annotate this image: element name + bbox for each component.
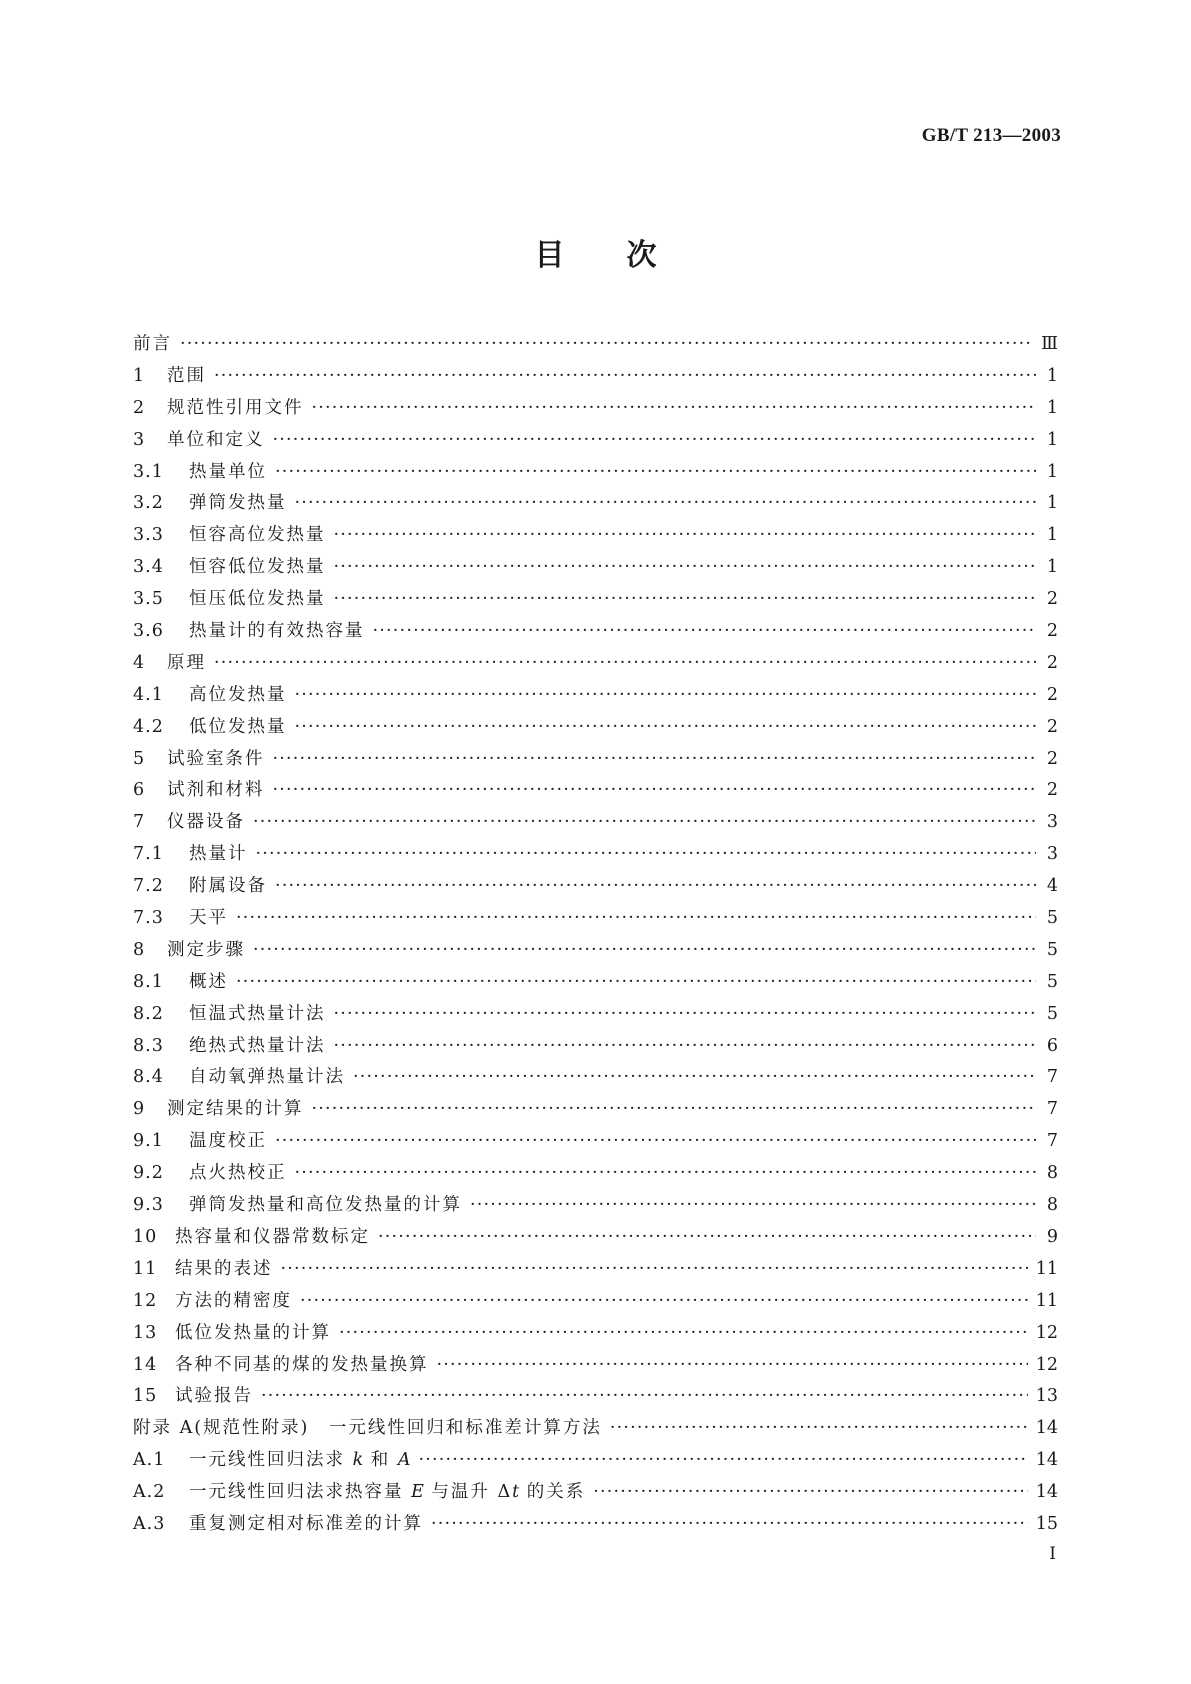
toc-entry-number: 1: [133, 365, 146, 386]
toc-entry-page: 2: [1046, 684, 1058, 705]
toc-entry[interactable]: [133, 968, 1058, 1000]
toc-entry-title: 热量计: [189, 844, 248, 865]
toc-entry-page: 15: [1035, 1513, 1058, 1534]
toc-entry-page: 3: [1046, 844, 1058, 865]
toc-entry-page: 1: [1046, 525, 1058, 546]
toc-dot-leader: [334, 525, 1037, 545]
toc-entry[interactable]: [133, 649, 1058, 681]
toc-entry-number: 3.3: [133, 525, 164, 546]
toc-entry-page: 8: [1046, 1195, 1058, 1216]
toc-entry[interactable]: [133, 1000, 1058, 1032]
toc-entry-title: 试验室条件: [167, 748, 265, 769]
toc-dot-leader: [273, 780, 1037, 800]
toc-entry-number: 11: [133, 1258, 158, 1279]
toc-entry-number: 4: [133, 652, 146, 673]
toc-entry-number: 7: [133, 812, 146, 833]
toc-entry[interactable]: [133, 681, 1058, 713]
toc-entry-number: 3.5: [133, 589, 164, 610]
toc-entry-page: 2: [1046, 748, 1058, 769]
toc-entry-page: 13: [1035, 1386, 1058, 1407]
toc-entry-number: A.3: [133, 1513, 166, 1534]
standard-code: GB/T 213—2003: [921, 125, 1061, 146]
toc-entry[interactable]: [133, 872, 1058, 904]
toc-entry[interactable]: [133, 1223, 1058, 1255]
toc-entry-number: 3.6: [133, 621, 164, 642]
toc-entry[interactable]: [133, 1287, 1058, 1319]
toc-dot-leader: [214, 653, 1036, 673]
toc-entry-number: 10: [133, 1226, 158, 1247]
toc-entry-page: 11: [1035, 1258, 1058, 1279]
toc-entry-number: 9.2: [133, 1163, 164, 1184]
toc-entry[interactable]: [133, 840, 1058, 872]
toc-entry-title: 测定步骤: [167, 939, 245, 960]
toc-entry-number: 6: [133, 780, 146, 801]
toc-dot-leader: [295, 717, 1037, 737]
toc-dot-leader: [334, 589, 1037, 609]
toc-dot-leader: [295, 1163, 1037, 1183]
toc-entry-number: 3.4: [133, 557, 164, 578]
toc-dot-leader: [273, 430, 1037, 450]
toc-entry-title: 热量计的有效热容量: [189, 621, 365, 642]
toc-entry-number: 8.2: [133, 1003, 164, 1024]
toc-entry-number: 7.3: [133, 908, 164, 929]
toc-entry-page: 12: [1035, 1354, 1058, 1375]
toc-entry-title: 热容量和仪器常数标定: [175, 1226, 370, 1247]
toc-entry-number: 14: [133, 1354, 158, 1375]
toc-entry-title: 弹筒发热量和高位发热量的计算: [189, 1195, 462, 1216]
toc-entry-page: 2: [1046, 589, 1058, 610]
toc-dot-leader: [180, 334, 1033, 354]
toc-entry[interactable]: [133, 1351, 1058, 1383]
toc-entry-page: 14: [1035, 1450, 1058, 1471]
table-of-contents: [133, 330, 1058, 1542]
toc-entry-page: 5: [1046, 908, 1058, 929]
toc-entry[interactable]: [133, 1063, 1058, 1095]
toc-entry-title: 方法的精密度: [175, 1290, 292, 1311]
toc-entry-title: 试剂和材料: [167, 780, 265, 801]
toc-dot-leader: [295, 685, 1037, 705]
toc-entry-title: 温度校正: [189, 1131, 267, 1152]
toc-entry[interactable]: [133, 1159, 1058, 1191]
toc-dot-leader: [236, 908, 1036, 928]
toc-entry[interactable]: [133, 936, 1058, 968]
toc-entry-title: 附属设备: [189, 876, 267, 897]
toc-entry-page: 1: [1046, 493, 1058, 514]
toc-entry[interactable]: [133, 1255, 1058, 1287]
toc-entry[interactable]: [133, 1095, 1058, 1127]
toc-entry[interactable]: [133, 521, 1058, 553]
toc-entry-title: 恒容高位发热量: [189, 525, 326, 546]
toc-entry-title: 恒温式热量计法: [189, 1003, 326, 1024]
toc-entry-page: 2: [1046, 621, 1058, 642]
toc-dot-leader: [334, 1036, 1037, 1056]
toc-entry-page: 6: [1046, 1035, 1058, 1056]
toc-entry-number: 3.2: [133, 493, 164, 514]
toc-entry-page: 2: [1046, 652, 1058, 673]
toc-entry[interactable]: [133, 1127, 1058, 1159]
toc-entry-page: 1: [1046, 397, 1058, 418]
toc-entry-title: 原理: [167, 652, 206, 673]
toc-entry[interactable]: [133, 330, 1058, 362]
toc-entry-page: 1: [1046, 365, 1058, 386]
toc-entry[interactable]: [133, 1319, 1058, 1351]
toc-entry-title: 附录 A(规范性附录) 一元线性回归和标准差计算方法: [133, 1418, 602, 1439]
toc-dot-leader: [353, 1067, 1036, 1087]
toc-dot-leader: [339, 1323, 1028, 1343]
toc-dot-leader: [275, 876, 1036, 896]
toc-entry-title: 恒容低位发热量: [189, 557, 326, 578]
page-number: I: [1049, 1544, 1056, 1564]
toc-dot-leader: [253, 940, 1036, 960]
toc-entry-title: 低位发热量的计算: [175, 1322, 331, 1343]
toc-entry[interactable]: [133, 617, 1058, 649]
toc-entry[interactable]: [133, 394, 1058, 426]
toc-entry-title: 弹筒发热量: [189, 493, 287, 514]
toc-entry-number: 9: [133, 1099, 146, 1120]
toc-dot-leader: [256, 844, 1037, 864]
toc-dot-leader: [334, 557, 1037, 577]
toc-dot-leader: [610, 1418, 1028, 1438]
toc-dot-leader: [300, 1291, 1028, 1311]
toc-entry-number: 9.3: [133, 1195, 164, 1216]
toc-entry-number: A.1: [133, 1450, 166, 1471]
toc-entry-page: 1: [1046, 461, 1058, 482]
toc-entry-title: 概述: [189, 971, 228, 992]
toc-entry-title: 一元线性回归法求热容量 E 与温升 Δt 的关系: [189, 1482, 586, 1503]
toc-entry[interactable]: [133, 1191, 1058, 1223]
toc-entry-number: 8.1: [133, 971, 164, 992]
toc-entry-page: 7: [1046, 1131, 1058, 1152]
toc-dot-leader: [431, 1514, 1028, 1534]
toc-entry-page: 5: [1046, 1003, 1058, 1024]
toc-entry-number: 8.3: [133, 1035, 164, 1056]
toc-entry-title: 绝热式热量计法: [189, 1035, 326, 1056]
toc-entry-page: 3: [1046, 812, 1058, 833]
toc-dot-leader: [373, 621, 1037, 641]
toc-entry-title: 重复测定相对标准差的计算: [189, 1513, 423, 1534]
toc-entry-page: 9: [1046, 1226, 1058, 1247]
toc-dot-leader: [418, 1450, 1027, 1470]
toc-entry-title: 试验报告: [175, 1386, 253, 1407]
toc-entry[interactable]: [133, 1478, 1058, 1510]
toc-entry-page: 1: [1046, 557, 1058, 578]
toc-dot-leader: [312, 1099, 1037, 1119]
toc-entry-number: 5: [133, 748, 146, 769]
toc-entry-title: 仪器设备: [167, 812, 245, 833]
toc-dot-leader: [236, 972, 1036, 992]
toc-entry-page: 2: [1046, 716, 1058, 737]
toc-entry-number: A.2: [133, 1482, 166, 1503]
toc-entry-title: 自动氧弹热量计法: [189, 1067, 345, 1088]
toc-entry[interactable]: [133, 1414, 1058, 1446]
toc-entry-number: 2: [133, 397, 146, 418]
toc-dot-leader: [378, 1227, 1036, 1247]
toc-entry[interactable]: [133, 1446, 1058, 1478]
toc-entry-number: 7.1: [133, 844, 164, 865]
toc-dot-leader: [312, 398, 1037, 418]
toc-entry-number: 4.1: [133, 684, 164, 705]
toc-dot-leader: [214, 366, 1036, 386]
toc-entry-page: 8: [1046, 1163, 1058, 1184]
toc-entry-page: 12: [1035, 1322, 1058, 1343]
toc-dot-leader: [273, 749, 1037, 769]
toc-dot-leader: [470, 1195, 1036, 1215]
toc-dot-leader: [275, 462, 1036, 482]
toc-entry-number: 15: [133, 1386, 158, 1407]
toc-entry-title: 规范性引用文件: [167, 397, 304, 418]
toc-entry[interactable]: [133, 904, 1058, 936]
toc-entry-title: 结果的表述: [175, 1258, 273, 1279]
toc-entry-title: 前言: [133, 334, 172, 354]
toc-entry[interactable]: [133, 585, 1058, 617]
toc-dot-leader: [593, 1482, 1027, 1502]
toc-entry[interactable]: [133, 776, 1058, 808]
toc-dot-leader: [295, 493, 1037, 513]
toc-title-char-2: 次: [626, 238, 657, 273]
toc-entry-title: 各种不同基的煤的发热量换算: [175, 1354, 429, 1375]
toc-entry-number: 7.2: [133, 876, 164, 897]
toc-entry-page: 2: [1046, 780, 1058, 801]
toc-entry[interactable]: [133, 808, 1058, 840]
toc-entry-page: 7: [1046, 1099, 1058, 1120]
toc-entry[interactable]: [133, 1510, 1058, 1542]
toc-entry[interactable]: [133, 362, 1058, 394]
toc-entry[interactable]: [133, 713, 1058, 745]
toc-entry-number: 3: [133, 429, 146, 450]
toc-entry-title: 点火热校正: [189, 1163, 287, 1184]
toc-entry-title: 一元线性回归法求 k 和 A: [189, 1450, 411, 1471]
toc-entry-title: 低位发热量: [189, 716, 287, 737]
toc-entry[interactable]: [133, 553, 1058, 585]
toc-entry-number: 3.1: [133, 461, 164, 482]
toc-entry-title: 恒压低位发热量: [189, 589, 326, 610]
toc-entry-title: 范围: [167, 365, 206, 386]
toc-entry-page: 1: [1046, 429, 1058, 450]
toc-entry-title: 天平: [189, 908, 228, 929]
toc-entry-page: 7: [1046, 1067, 1058, 1088]
toc-entry-title: 热量单位: [189, 461, 267, 482]
toc-entry-title: 单位和定义: [167, 429, 265, 450]
toc-entry-page: 11: [1035, 1290, 1058, 1311]
toc-entry[interactable]: [133, 458, 1058, 490]
toc-entry-page: 5: [1046, 971, 1058, 992]
toc-entry[interactable]: [133, 489, 1058, 521]
toc-entry-page: Ⅲ: [1041, 334, 1058, 354]
toc-dot-leader: [253, 812, 1036, 832]
toc-dot-leader: [275, 1131, 1036, 1151]
toc-dot-leader: [334, 1004, 1037, 1024]
toc-entry-page: 4: [1046, 876, 1058, 897]
toc-entry-page: 14: [1035, 1482, 1058, 1503]
toc-entry-number: 13: [133, 1322, 158, 1343]
toc-dot-leader: [261, 1386, 1028, 1406]
toc-entry-title: 高位发热量: [189, 684, 287, 705]
toc-entry-number: 9.1: [133, 1131, 164, 1152]
toc-entry[interactable]: [133, 1032, 1058, 1064]
toc-entry-number: 12: [133, 1290, 158, 1311]
toc-dot-leader: [281, 1259, 1028, 1279]
toc-entry-number: 8.4: [133, 1067, 164, 1088]
toc-entry[interactable]: [133, 426, 1058, 458]
toc-entry-page: 14: [1035, 1418, 1058, 1439]
toc-entry[interactable]: [133, 1382, 1058, 1414]
toc-title: [0, 230, 1191, 274]
toc-entry-page: 5: [1046, 939, 1058, 960]
toc-entry[interactable]: [133, 745, 1058, 777]
toc-entry-number: 4.2: [133, 716, 164, 737]
toc-entry-title: 测定结果的计算: [167, 1099, 304, 1120]
toc-entry-number: 8: [133, 939, 146, 960]
toc-title-char-1: 目: [534, 238, 565, 273]
toc-dot-leader: [437, 1355, 1028, 1375]
